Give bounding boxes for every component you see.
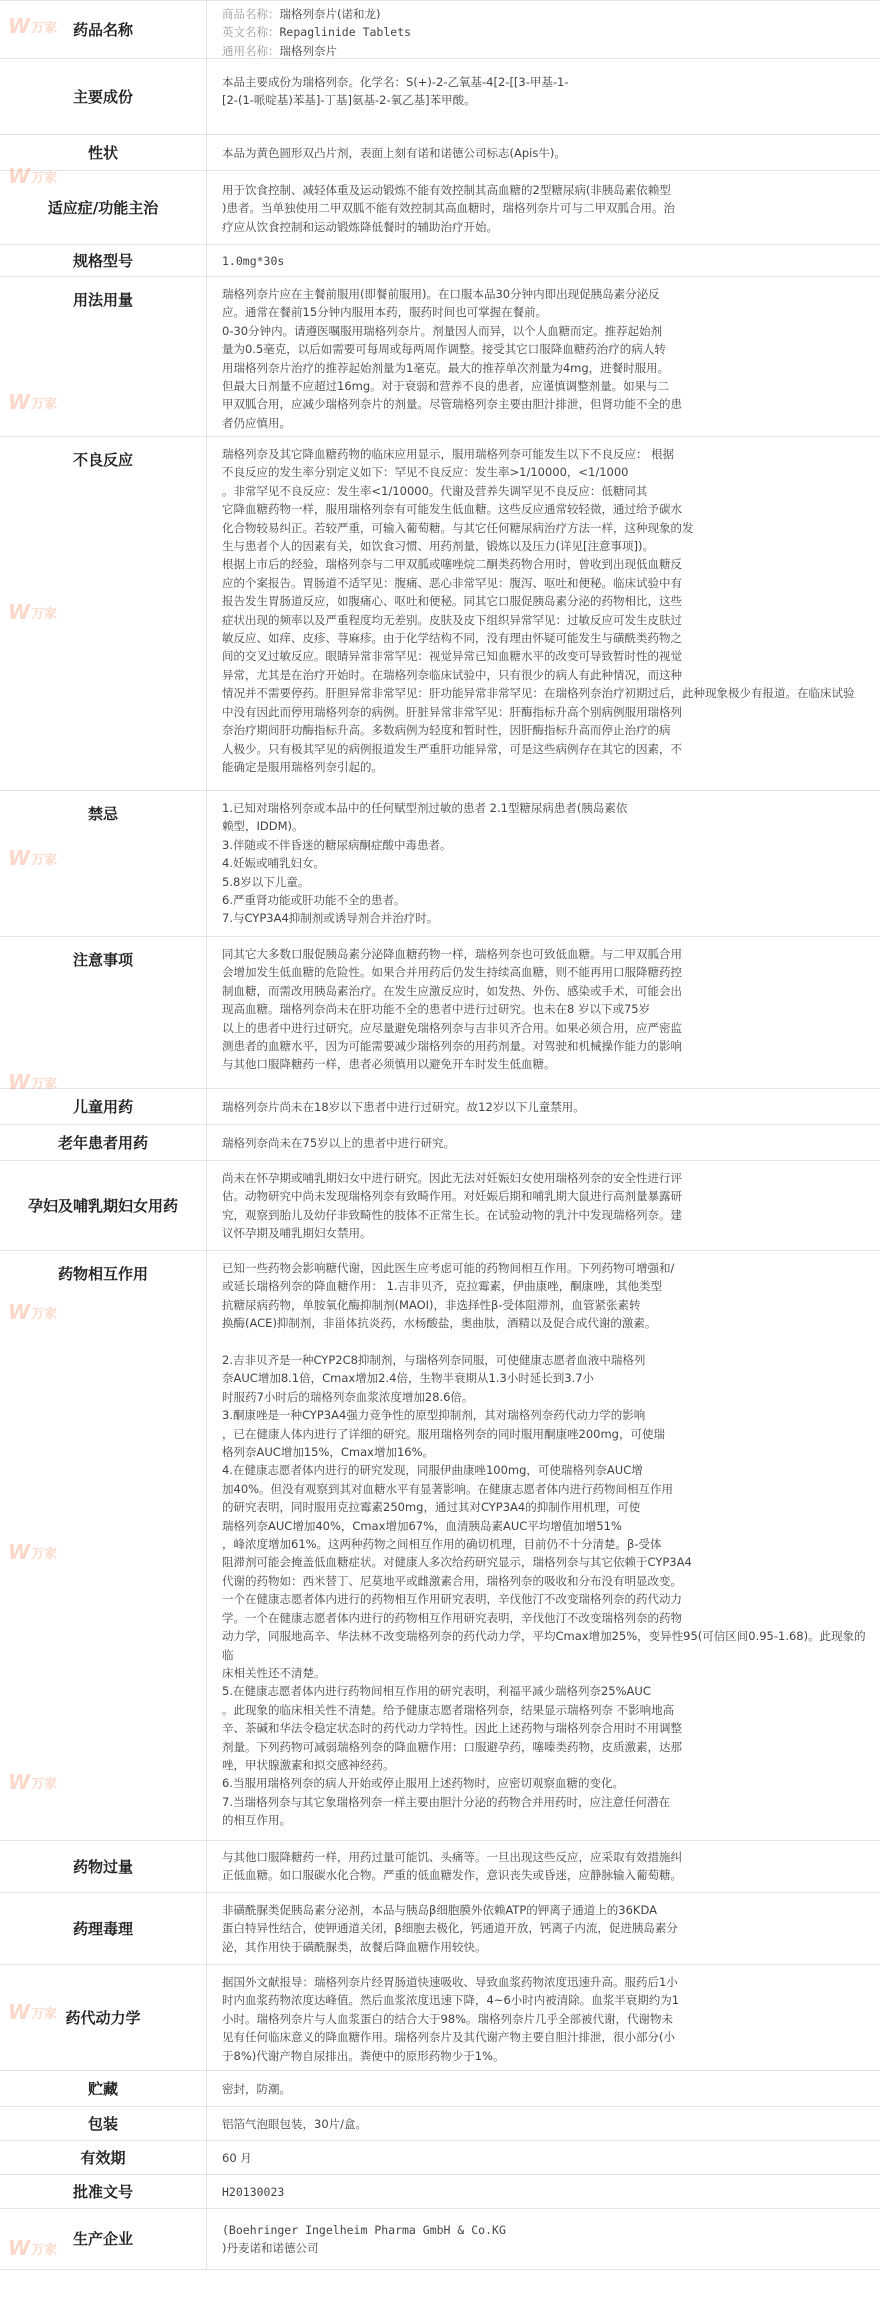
text-line: 瑞格列奈片应在主餐前服用(即餐前服用)。在口服本品30分钟内即出现促胰岛素分泌反 [222,287,660,301]
row-value [222,73,870,110]
text-line: 究，观察到胎儿及幼仔非致畸性的肢体不正常生长。在试验动物的乳汁中发现瑞格列奈。建 [222,1207,682,1222]
row-adverse-reactions [0,436,880,790]
row-label: 规格型号 [72,251,133,270]
text-line: 铝箔气泡眼包装，30片/盒。 [222,2117,368,2131]
text-line: 瑞格列奈AUC增加40%，Cmax增加67%，血清胰岛素AUC平均增值加增51% [222,1518,622,1533]
text-line: )丹麦诺和诺德公司 [222,2241,319,2256]
row-label: 主要成份 [72,87,133,106]
text-line: H20130023 [222,2185,285,2199]
text-line: 议怀孕期及哺乳期妇女禁用。 [222,1226,372,1241]
row-value [222,1901,870,1956]
text-line: 0-30分钟内。请遵医嘱服用瑞格列奈片。剂量因人而异，以个人血糖而定。推荐起始剂 [222,323,663,338]
text-line: 床相关性还不清楚。 [222,1665,326,1680]
generic-name-value: 瑞格列奈片 [279,43,337,58]
text-line: 尚未在怀孕期或哺乳期妇女中进行研究。因此无法对妊娠妇女使用瑞格列奈的安全性进行评 [222,1171,682,1185]
text-line: 生与患者个人的因素有关，如饮食习惯、用药剂量，锻炼以及压力(详见[注意事项])。 [222,539,654,554]
row-label: 性状 [87,143,118,162]
text-line: 4.在健康志愿者体内进行的研究发现，同服伊曲康唑100mg，可使瑞格列奈AUC增 [222,1463,643,1478]
text-line: 抗糖尿病药物，单胺氧化酶抑制剂(MAOI)，非选择性β-受体阻滞剂，血管紧张素转 [222,1297,641,1312]
row-validity [0,2140,880,2174]
trade-name-key: 商品名称： [222,7,280,21]
row-indication [0,170,880,244]
text-line: 瑞格列奈及其它降血糖药物的临床应用显示，服用瑞格列奈可能发生以下不良反应： 根据 [222,447,675,461]
watermark-logo: W 万家 [8,2000,58,2024]
row-value [222,1259,870,1830]
watermark-logo: W 万家 [8,390,58,414]
text-line: 但最大日剂量不应超过16mg。对于衰弱和营养不良的患者，应谨慎调整剂量。如果与二 [222,379,670,394]
text-line: 以上的患者中进行过研究。应尽量避免瑞格列奈与吉非贝齐合用。如果必须合用，应严密监 [222,1020,682,1035]
text-line: 异常，尤其是在治疗开始时。在瑞格列奈临床试验中，只有很少的病人有此种情况，而这种 [222,667,682,682]
text-line: 阻滞剂可能会掩盖低血糖症状。对健康人多次给药研究显示，瑞格列奈与其它依赖于CYP3A4 [222,1555,692,1570]
watermark-logo: W 万家 [8,1770,58,1794]
row-elderly [0,1124,880,1160]
row-approval [0,2174,880,2208]
text-line: 时内血浆药物浓度达峰值。然后血浆浓度迅速下降，4~6小时内被清除。血浆半衰期约为1 [222,1993,680,2008]
row-children [0,1088,880,1124]
text-line: 赖型，IDDM)。 [222,819,304,834]
row-value [222,252,870,270]
text-line: 辛、茶碱和华法令稳定状态时的药代动力学特性。因此上述药物与瑞格列奈合用时不用调整 [222,1721,682,1736]
row-label: 禁忌 [87,805,118,823]
row-value [222,2183,870,2201]
row-manufacturer [0,2208,880,2270]
text-line: 估。动物研究中尚未发现瑞格列奈有致畸作用。对妊娠后期和哺乳期大鼠进行高剂量暴露研 [222,1189,682,1204]
text-line: 中没有因此而停用瑞格列奈的病例。肝脏异常非常罕见：肝酶指标升高个别病例服用瑞格列 [222,704,682,719]
watermark-logo: W 万家 [8,164,58,188]
watermark-logo: W 万家 [8,1070,58,1094]
text-line: 的研究表明，同时服用克拉霉素250mg，通过其对CYP3A4的抑制作用机理，可使 [222,1500,641,1515]
text-line: 唑，甲状腺激素和拟交感神经药。 [222,1757,395,1772]
row-pregnancy [0,1160,880,1250]
text-line: (Boehringer Ingelheim Pharma GmbH & Co.KG [222,2223,506,2237]
row-label: 药品名称 [72,20,133,39]
text-line: 1.已知对瑞格列奈或本品中的任何赋型剂过敏的患者 2.1型糖尿病患者(胰岛素依 [222,801,628,815]
row-value [222,945,870,1074]
row-spec [0,244,880,276]
text-line: 3.酮康唑是一种CYP3A4强力竞争性的原型抑制剂，其对瑞格列奈药代动力学的影响 [222,1408,646,1423]
text-line: 现高血糖。瑞格列奈尚未在肝功能不全的患者中进行过研究。也未在8 岁以下或75岁 [222,1002,651,1017]
text-line: 7.与CYP3A4抑制剂或诱导剂合并治疗时。 [222,911,439,926]
row-value [222,181,870,236]
text-line: )患者。当单独使用二甲双胍不能有效控制其高血糖时，瑞格列奈片可与二甲双胍合用。治 [222,201,675,216]
text-line: 6.当服用瑞格列奈的病人开始或停止服用上述药物时，应密切观察血糖的变化。 [222,1776,624,1791]
text-line: 疗应从饮食控制和运动锻炼降低餐时的辅助治疗开始。 [222,219,498,234]
text-line: 于8%)代谢产物自尿排出。粪便中的原形药物少于1%。 [222,2048,505,2063]
text-line: 量为0.5毫克，以后如需要可每周或每两周作调整。接受其它口服降血糖药治疗的病人转 [222,342,666,357]
text-line: 7.当瑞格列奈与其它象瑞格列奈一样主要由胆汁分泌的药物合并用药时，应注意任何潜在 [222,1794,670,1809]
text-line: 瑞格列奈尚未在75岁以上的患者中进行研究。 [222,1136,456,1150]
text-line: 本品主要成份为瑞格列奈。化学名：S(+)-2-乙氧基-4[2-[[3-甲基-1- [222,75,569,89]
text-line: 间的交叉过敏反应。眼睛异常非常罕见：视觉异常已知血糖水平的改变可导致暂时性的视觉 [222,649,682,664]
text-line: 代谢的药物如：西米替丁、尼莫地平或雌激素合用，瑞格列奈的吸收和分布没有明显改变。 [222,1573,682,1588]
text-line: 报告发生胃肠道反应，如腹痛心、呕吐和便秘。同其它口服促胰岛素分泌的药物相比，这些 [222,594,682,609]
text-line: 已知一些药物会影响糖代谢，因此医生应考虑可能的药物间相互作用。下列药物可增强和/ [222,1261,675,1275]
row-value [222,1098,870,1116]
text-line: ，已在健康人体内进行了详细的研究。服用瑞格列奈的同时服用酮康唑200mg，可使瑞 [222,1426,665,1441]
text-line: 用瑞格列奈片治疗的推荐起始剂量为1毫克。最大的推荐单次剂量为4mg，进餐时服用。 [222,360,670,375]
row-label: 贮藏 [87,2079,118,2098]
text-line: 。非常罕见不良反应：发生率<1/10000。代谢及营养失调罕见不良反应：低糖同其 [222,483,648,498]
row-label: 包装 [87,2114,118,2133]
text-line: 剂量。下列药物可减弱瑞格列奈的降血糖作用：口服避孕药，噻嗪类药物，皮质激素，达那 [222,1739,682,1754]
text-line: 不良反应的发生率分别定义如下：罕见不良反应：发生率>1/10000，<1/1000 [222,465,629,480]
text-line: 与其他口服降糖药一样，用药过量可能饥、头痛等。一旦出现这些反应，应采取有效措施纠 [222,1850,682,1864]
watermark-logo: W 万家 [8,846,58,870]
text-line: 3.伴随或不伴昏迷的糖尿病酮症酸中毒患者。 [222,837,452,852]
text-line: 或延长瑞格列奈的降血糖作用： 1.吉非贝齐，克拉霉素，伊曲康唑，酮康唑，其他类型 [222,1279,663,1294]
row-label: 有效期 [80,2148,126,2167]
text-line: 能确定是服用瑞格列奈引起的。 [222,759,383,774]
text-line: 2.吉非贝齐是一种CYP2C8抑制剂，与瑞格列奈同服，可使健康志愿者血液中瑞格列 [222,1353,646,1368]
text-line: 同其它大多数口服促胰岛素分泌降血糖药物一样，瑞格列奈也可致低血糖。与二甲双胍合用 [222,947,682,961]
text-line: [2-(1-哌啶基)苯基]-丁基]氨基-2-氧乙基]苯甲酸。 [222,93,476,108]
text-line: 60 月 [222,2151,252,2165]
text-line: 测患者的血糖水平，因为可能需要减少瑞格列奈的用药剂量。对驾驶和机械操作能力的影响 [222,1039,682,1054]
text-line: 应。通常在餐前15分钟内服用本药，服药时间也可掌握在餐前。 [222,305,548,320]
row-label: 生产企业 [72,2230,133,2248]
row-value [222,144,870,162]
text-line: 小时。瑞格列奈片与人血浆蛋白的结合大于98%。瑞格列奈片几乎全部被代谢，代谢物未 [222,2011,674,2026]
text-line: 非磺酰脲类促胰岛素分泌剂，本品与胰岛β细胞膜外依赖ATP的钾离子通道上的36KDA [222,1903,657,1917]
text-line: 。此现象的临床相关性不清楚。给予健康志愿者瑞格列奈，结果显示瑞格列奈 不影响地高 [222,1702,675,1717]
row-appearance [0,134,880,170]
row-value [222,1169,870,1243]
text-line: 者仍应慎用。 [222,415,291,430]
text-line: 根据上市后的经验，瑞格列奈与二甲双胍或噻唑烷二酮类药物合用时，曾收到出现低血糖反 [222,557,682,572]
text-line: 应的个案报告。胃肠道不适罕见：腹痛、恶心非常罕见：腹泻、呕吐和便秘。临床试验中有 [222,575,682,590]
row-label: 不良反应 [72,451,133,469]
text-line: 换酶(ACE)抑制剂，非甾体抗炎药，水杨酸盐，奥曲肽，酒精以及促合成代谢的激素。 [222,1316,657,1331]
text-line: 学。一个在健康志愿者体内进行的药物相互作用研究表明，辛伐他汀不改变瑞格列奈的药物 [222,1610,682,1625]
row-value [222,799,870,928]
row-label: 批准文号 [72,2182,133,2201]
text-line: 瑞格列奈片尚未在18岁以下患者中进行过研究。故12岁以下儿童禁用。 [222,1100,585,1114]
text-line: 6.严重肾功能或肝功能不全的患者。 [222,893,406,908]
text-line: 甲双胍合用，应减少瑞格列奈片的剂量。尽管瑞格列奈主要由胆汁排泄，但肾功能不全的患 [222,397,682,412]
row-value [222,2221,870,2258]
row-package [0,2106,880,2140]
generic-name-key: 通用名称： [222,43,280,58]
row-label: 药代动力学 [65,2008,141,2027]
text-line: 时服药7小时后的瑞格列奈血浆浓度增加28.6倍。 [222,1389,474,1404]
text-line: 一个在健康志愿者体内进行的药物相互作用研究表明，辛伐他汀不改变瑞格列奈的药代动力 [222,1592,682,1607]
row-label: 孕妇及哺乳期妇女用药 [27,1196,178,1215]
text-line: 据国外文献报导：瑞格列奈片经胃肠道快速吸收、导致血浆药物浓度迅速升高。服药后1小 [222,1975,678,1989]
text-line: 情况并不需要停药。肝胆异常非常罕见：肝功能异常非常罕见：在瑞格列奈治疗初期过后，此种现象极少有报道。在临床试验 [222,686,855,701]
text-line: 的相互作用。 [222,1813,291,1828]
row-drug-name [0,0,880,58]
row-label: 适应症/功能主治 [47,198,159,217]
row-storage [0,2070,880,2106]
row-value [222,1848,870,1885]
row-value [222,1134,870,1152]
text-line [222,1333,870,1351]
row-label: 药理毒理 [72,1919,133,1938]
text-line: 奈AUC增加8.1倍，Cmax增加2.4倍，生物半衰期从1.3小时延长到3.7小 [222,1371,595,1386]
row-value [222,2149,870,2167]
english-name-value: Repaglinide Tablets [279,25,412,40]
row-label: 儿童用药 [72,1097,133,1116]
text-line: 动力学，同服地高辛、华法林不改变瑞格列奈的药代动力学，平均Cmax增加25%，变异性95(可信区间0.95-1.68)。此现象的临 [222,1629,866,1662]
watermark-logo: W 万家 [8,600,58,624]
row-overdose [0,1840,880,1892]
row-label: 老年患者用药 [57,1133,148,1152]
text-line: 会增加发生低血糖的危险性。如果合并用药后仍发生持续高血糖，则不能再用口服降糖药控 [222,965,682,980]
text-line: 蛋白特异性结合，使钾通道关闭，β细胞去极化，钙通道开放，钙离子内流，促进胰岛素分 [222,1921,678,1936]
text-line: 1.0mg*30s [222,254,285,268]
drug-name-list [222,5,870,60]
row-label: 药物相互作用 [57,1265,148,1283]
row-interactions [0,1250,880,1840]
text-line: ，峰浓度增加61%。这两种药物之间相互作用的确切机理，目前仍不十分清楚。β-受体 [222,1537,662,1552]
text-line: 化合物较易纠正。若较严重，可输入葡萄糖。与其它任何糖尿病治疗方法一样，这种现象的发 [222,520,694,535]
text-line: 与其他口服降糖药一样，患者必须慎用以避免开车时发生低血糖。 [222,1057,556,1072]
row-pharmacology [0,1892,880,1964]
row-dosage [0,276,880,436]
watermark-logo: W 万家 [8,1540,58,1564]
text-line: 制血糖，而需改用胰岛素治疗。在发生应激反应时，如发热、外伤、感染或手术，可能会出 [222,983,682,998]
row-ingredient [0,58,880,134]
text-line: 本品为黄色圆形双凸片剂，表面上刻有诺和诺德公司标志(Apis牛)。 [222,146,566,160]
text-line: 4.妊娠或哺乳妇女。 [222,856,325,871]
text-line: 用于饮食控制、减轻体重及运动锻炼不能有效控制其高血糖的2型糖尿病(非胰岛素依赖型 [222,183,671,197]
text-line: 格列奈AUC增加15%，Cmax增加16%。 [222,1445,435,1460]
row-precautions [0,936,880,1088]
english-name-key: 英文名称： [222,25,280,40]
watermark-logo: W 万家 [8,14,58,38]
row-value [222,2115,870,2133]
row-contraindications [0,790,880,936]
row-value [222,445,870,776]
text-line: 正低血糖。如口服碳水化合物。严重的低血糖发作，意识丧失或昏迷，应静脉输入葡萄糖。 [222,1868,682,1883]
text-line: 泌，其作用快于磺酰脲类，故餐后降血糖作用较快。 [222,1939,487,1954]
row-value [222,1973,870,2065]
row-label: 药物过量 [72,1857,133,1876]
text-line: 5.8岁以下儿童。 [222,874,310,889]
text-line: 密封，防潮。 [222,2082,291,2096]
text-line: 人极少。只有极其罕见的病例报道发生严重肝功能异常，可是这些病例存在其它的因素，不 [222,741,682,756]
row-pharmacokinetics [0,1964,880,2070]
row-label: 用法用量 [72,291,133,309]
text-line: 5.在健康志愿者体内进行药物间相互作用的研究表明，利福平减少瑞格列奈25%AUC [222,1684,651,1699]
text-line: 它降血糖药物一样，服用瑞格列奈有可能发生低血糖。这些反应通常较轻微，通过给予碳水 [222,502,682,517]
text-line: 症状出现的频率以及严重程度均无差别。皮肤及皮下组织异常罕见：过敏反应可发生皮肤过 [222,612,682,627]
text-line: 敏反应、如痒、皮疹、荨麻疹。由于化学结构不同，没有理由怀疑可能发生与磺酰类药物之 [222,631,682,646]
watermark-logo: W 万家 [8,1300,58,1324]
text-line: 加40%。但没有观察到其对血糖水平有显著影响。在健康志愿者体内进行药物间相互作用 [222,1481,674,1496]
row-value [222,285,870,432]
watermark-logo: W 万家 [8,2236,58,2260]
text-line: 见有任何临床意义的降血糖作用。瑞格列奈片及其代谢产物主要自胆汁排泄，很小部分(小 [222,2030,675,2045]
row-label: 注意事项 [72,951,133,969]
row-value [222,2080,870,2098]
text-line: 奈治疗期间肝功酶指标升高。多数病例为轻度和暂时性，因肝酶指标升高而停止治疗的病 [222,723,671,738]
trade-name-value: 瑞格列奈片(诺和龙) [279,7,381,21]
